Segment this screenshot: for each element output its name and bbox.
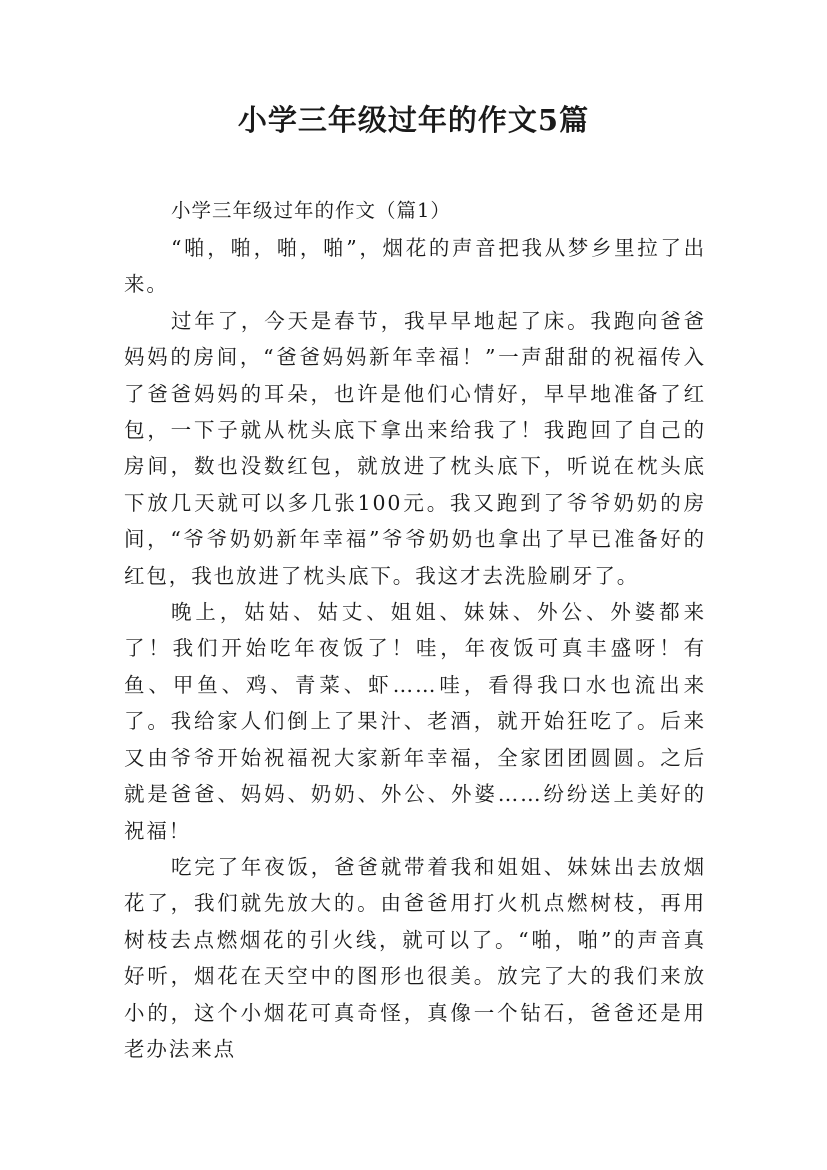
document-title: 小学三年级过年的作文5篇: [237, 103, 590, 137]
paragraph: “啪，啪，啪，啪”，烟花的声音把我从梦乡里拉了出来。: [124, 236, 706, 297]
document-body: [124, 230, 706, 1067]
paragraph: 晚上，姑姑、姑丈、姐姐、妹妹、外公、外婆都来了！我们开始吃年夜饭了！哇，年夜饭可真丰盛呀！有鱼、甲鱼、鸡、青菜、虾……哇，看得我口水也流出来了。我给家人们倒上了果汁、老酒，就开始狂吃了。后来又由爷爷开始祝福祝大家新年幸福，全家团团圆圆。之后就是爸爸、妈妈、奶奶、外公、外婆……纷纷送上美好的祝福！: [124, 600, 706, 843]
section-heading: 小学三年级过年的作文（篇1）: [171, 199, 451, 222]
paragraph: 吃完了年夜饭，爸爸就带着我和姐姐、妹妹出去放烟花了，我们就先放大的。由爸爸用打火机点燃树枝，再用树枝去点燃烟花的引火线，就可以了。“啪，啪”的声音真好听，烟花在天空中的图形也很美。放完了大的我们来放小的，这个小烟花可真奇怪，真像一个钻石，爸爸还是用老办法来点: [124, 854, 706, 1061]
paragraph: 过年了，今天是春节，我早早地起了床。我跑向爸爸妈妈的房间，“爸爸妈妈新年幸福！”一声甜甜的祝福传入了爸爸妈妈的耳朵，也许是他们心情好，早早地准备了红包，一下子就从枕头底下拿出来给我了！我跑回了自己的房间，数也没数红包，就放进了枕头底下，听说在枕头底下放几天就可以多几张100元。我又跑到了爷爷奶奶的房间，“爷爷奶奶新年幸福”爷爷奶奶也拿出了早已准备好的红包，我也放进了枕头底下。我这才去洗脸刷牙了。: [124, 308, 706, 588]
